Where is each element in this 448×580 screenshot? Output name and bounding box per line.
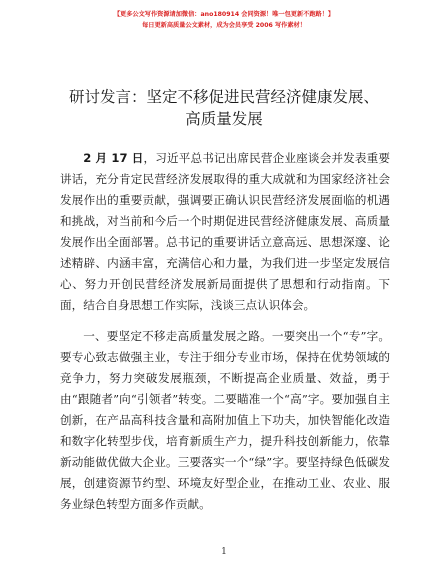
paragraph-1-lead: 2 月 17 日 bbox=[83, 151, 144, 165]
paragraph-2 bbox=[60, 326, 390, 515]
promo-banner bbox=[0, 9, 448, 31]
paragraph-1-text: ，习近平总书记出席民营企业座谈会并发表重要讲话，充分肯定民营经济发展取得的重大成就和为国家经济社会发展作出的重要贡献，强调要正确认识民营经济发展面临的机遇和挑战，对当前和今后一个时期促进民营经济健康发展、高质量发展作出全面部署。总书记的重要讲话立意高远、思想深邃、论述精辟、内涵丰富，充满信心和力量，为我们进一步坚定发展信心、努力开创民营经济发展新局面提供了思想和行动指南。下面，结合自身思想工作实际，浅谈三点认识体会。 bbox=[60, 151, 390, 312]
document-title-line-2: 高质量发展 bbox=[185, 110, 263, 128]
document-title-line-1: 研讨发言：坚定不移促进民营经济健康发展、 bbox=[68, 88, 379, 106]
paragraph-1 bbox=[60, 148, 390, 316]
paragraph-2-text: 一、要坚定不移走高质量发展之路。一要突出一个“专”字。要专心致志做强主业，专注于细分专业市场，保持在优势领域的竞争力，努力突破发展瓶颈，不断提高企业质量、效益，勇于由“跟随者”向“引领者”转变。二要瞄准一个“高”字。要加强自主创新，在产品高科技含量和高附加值上下功夫，加快智能化改造和数字化转型步伐，培育新质生产力，提升科技创新能力，依靠新动能做优做大企业。三要落实一个“绿”字。要坚持绿色低碳发展，创建资源节约型、环境友好型企业，在推动工业、农业、服务业绿色转型方面多作贡献。 bbox=[60, 329, 390, 511]
document-title bbox=[40, 86, 408, 130]
document-body bbox=[60, 148, 390, 525]
promo-banner-line-1: 【更多公文写作资源请加微信：ano180914 会同资源！唯一包更新不跑路！】 bbox=[113, 11, 335, 18]
promo-banner-line-2: 每日更新高质量公文素材，成为会员享受 2006 写作素材！ bbox=[142, 22, 306, 29]
page-number: 1 bbox=[221, 547, 227, 557]
